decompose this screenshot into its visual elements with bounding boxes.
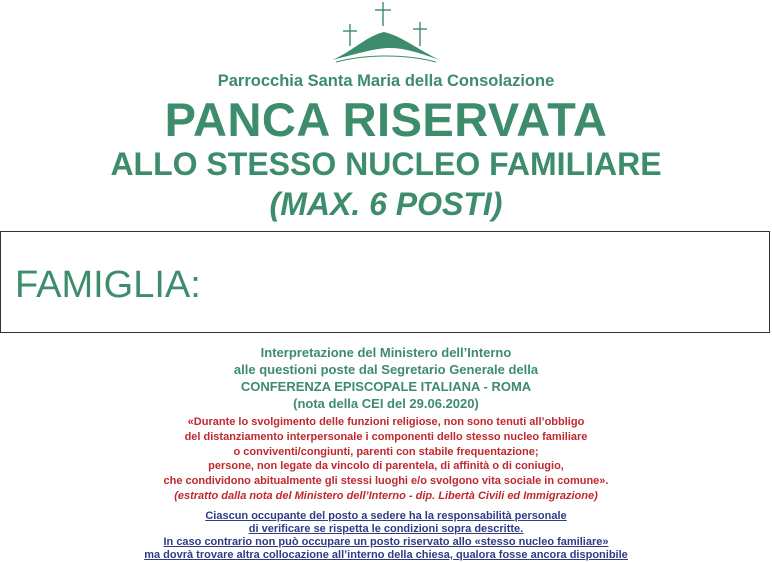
max-seats-note: (MAX. 6 POSTI) <box>269 186 503 222</box>
interpretation-block <box>0 344 772 412</box>
interpretation-line: alle questioni poste dal Segretario Generale della <box>233 362 539 377</box>
responsibility-notice <box>0 510 772 562</box>
notice-line: In caso contrario non può occupare un posto riservato allo «stesso nucleo familiare» <box>163 536 609 548</box>
interpretation-line: (nota della CEI del 29.06.2020) <box>293 396 479 411</box>
family-label: FAMIGLIA: <box>15 264 201 306</box>
quote-line: che condividono abitualmente gli stessi luoghi e/o svolgono vita sociale in comune». <box>163 475 609 488</box>
three-crosses-hill-logo <box>326 2 446 68</box>
quote-source: (estratto dalla nota del Ministero dell’Interno - dip. Libertà Civili ed Immigrazione) <box>174 489 598 502</box>
page-subtitle: ALLO STESSO NUCLEO FAMILIARE <box>110 146 662 182</box>
notice-line: ma dovrà trovare altra collocazione all’interno della chiesa, qualora fosse ancora disponibile <box>144 549 628 561</box>
ministry-quote <box>0 415 772 504</box>
interpretation-line: CONFERENZA EPISCOPALE ITALIANA - ROMA <box>240 379 532 394</box>
page-title: PANCA RISERVATA <box>164 93 608 146</box>
quote-line: «Durante lo svolgimento delle funzioni religiose, non sono tenuti all’obbligo <box>187 416 585 428</box>
notice-line: Ciascun occupante del posto a sedere ha la responsabilità personale <box>205 510 567 522</box>
parish-name: Parrocchia Santa Maria della Consolazione <box>217 72 555 90</box>
family-name-box <box>0 231 770 333</box>
quote-line: persone, non legate da vincolo di parentela, di affinità o di coniugio, <box>208 460 564 473</box>
quote-line: del distanziamento interpersonale i componenti dello stesso nucleo familiare <box>184 430 588 443</box>
quote-line: o conviventi/congiunti, parenti con stabile frequentazione; <box>233 445 539 458</box>
notice-line: di verificare se rispetta le condizioni sopra descritte. <box>248 523 524 535</box>
interpretation-line: Interpretazione del Ministero dell’Interno <box>260 345 512 360</box>
